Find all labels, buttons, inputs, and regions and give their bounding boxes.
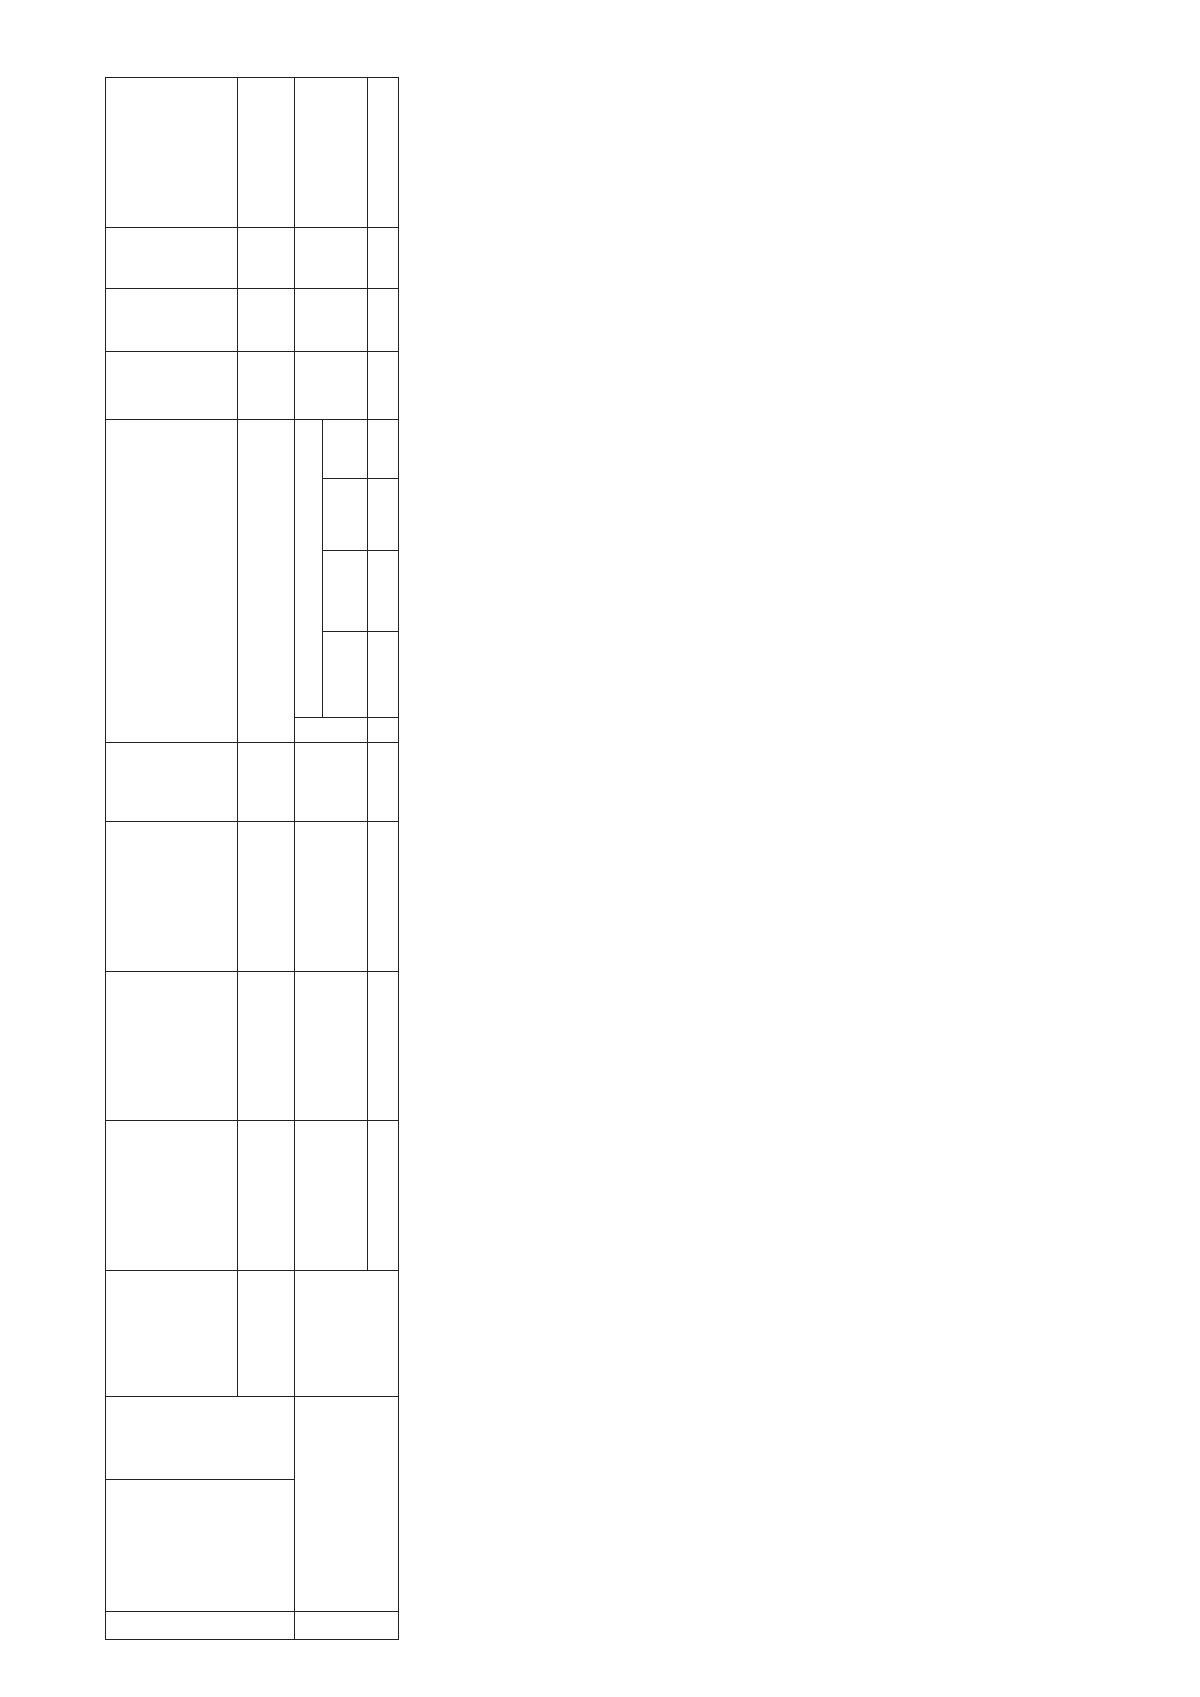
t1-federal-2023 — [238, 972, 295, 1121]
t1-head-2027 — [295, 351, 368, 419]
t1-head-2026 — [295, 718, 368, 743]
t1-val-2027 — [368, 351, 399, 419]
t1-period-cell — [106, 1397, 295, 1480]
t1-federal-2024 — [238, 822, 295, 972]
t1-val-2028 — [368, 288, 399, 351]
t1-head-h1 — [323, 551, 368, 632]
t1-result-num — [295, 1612, 399, 1640]
t1-result-label — [295, 1397, 399, 1612]
t1-federal-2027 — [238, 351, 295, 419]
t1-result-source — [295, 1271, 399, 1397]
t1-val-2025 — [368, 743, 399, 822]
t1-head-total — [295, 1121, 368, 1271]
t1-federal-2026 — [238, 419, 295, 742]
t1-head-2028 — [295, 288, 368, 351]
t1-debt-2027 — [106, 351, 238, 419]
t1-debt-2029 — [106, 227, 238, 288]
t1-head-q1 — [323, 632, 368, 718]
t1-debt-label — [106, 1271, 238, 1397]
t1-val-2026 — [368, 718, 399, 743]
table-row-1-8 — [550, 80, 912, 1640]
t1-head-m12 — [323, 419, 368, 478]
t1-val-total — [368, 1121, 399, 1271]
t1-debt-2028 — [106, 288, 238, 351]
t1-federal-2029 — [238, 227, 295, 288]
t1-val-2030 — [368, 77, 399, 227]
t1-debt-total — [106, 1121, 238, 1271]
t1-federal-label — [238, 1271, 295, 1397]
t1-head-2024 — [295, 822, 368, 972]
t1-val-2024 — [368, 822, 399, 972]
t1-val-h1 — [368, 551, 399, 632]
t1-debt-2026 — [106, 419, 238, 742]
t1-federal-2028 — [238, 288, 295, 351]
t1-federal-total — [238, 1121, 295, 1271]
t1-head-2030 — [295, 77, 368, 227]
t1-debt-2030 — [106, 77, 238, 227]
t1-val-2023 — [368, 972, 399, 1121]
t1-head-2025 — [295, 743, 368, 822]
t1-measure-cell — [106, 1480, 295, 1612]
t1-debt-2025 — [106, 743, 238, 822]
t1-val-m12 — [368, 419, 399, 478]
t1-head-m9 — [323, 479, 368, 551]
t1-num-cell — [106, 1612, 295, 1640]
t1-debt-2023 — [106, 972, 238, 1121]
t1-federal-2030 — [238, 77, 295, 227]
t1-head-2023 — [295, 972, 368, 1121]
t1-val-m9 — [368, 479, 399, 551]
t1-val-q1 — [368, 632, 399, 718]
t1-federal-2025 — [238, 743, 295, 822]
table-continuation — [105, 77, 399, 1640]
t1-head-incl — [295, 419, 323, 717]
t1-head-2029 — [295, 227, 368, 288]
t1-val-2029 — [368, 227, 399, 288]
t1-debt-2024 — [106, 822, 238, 972]
